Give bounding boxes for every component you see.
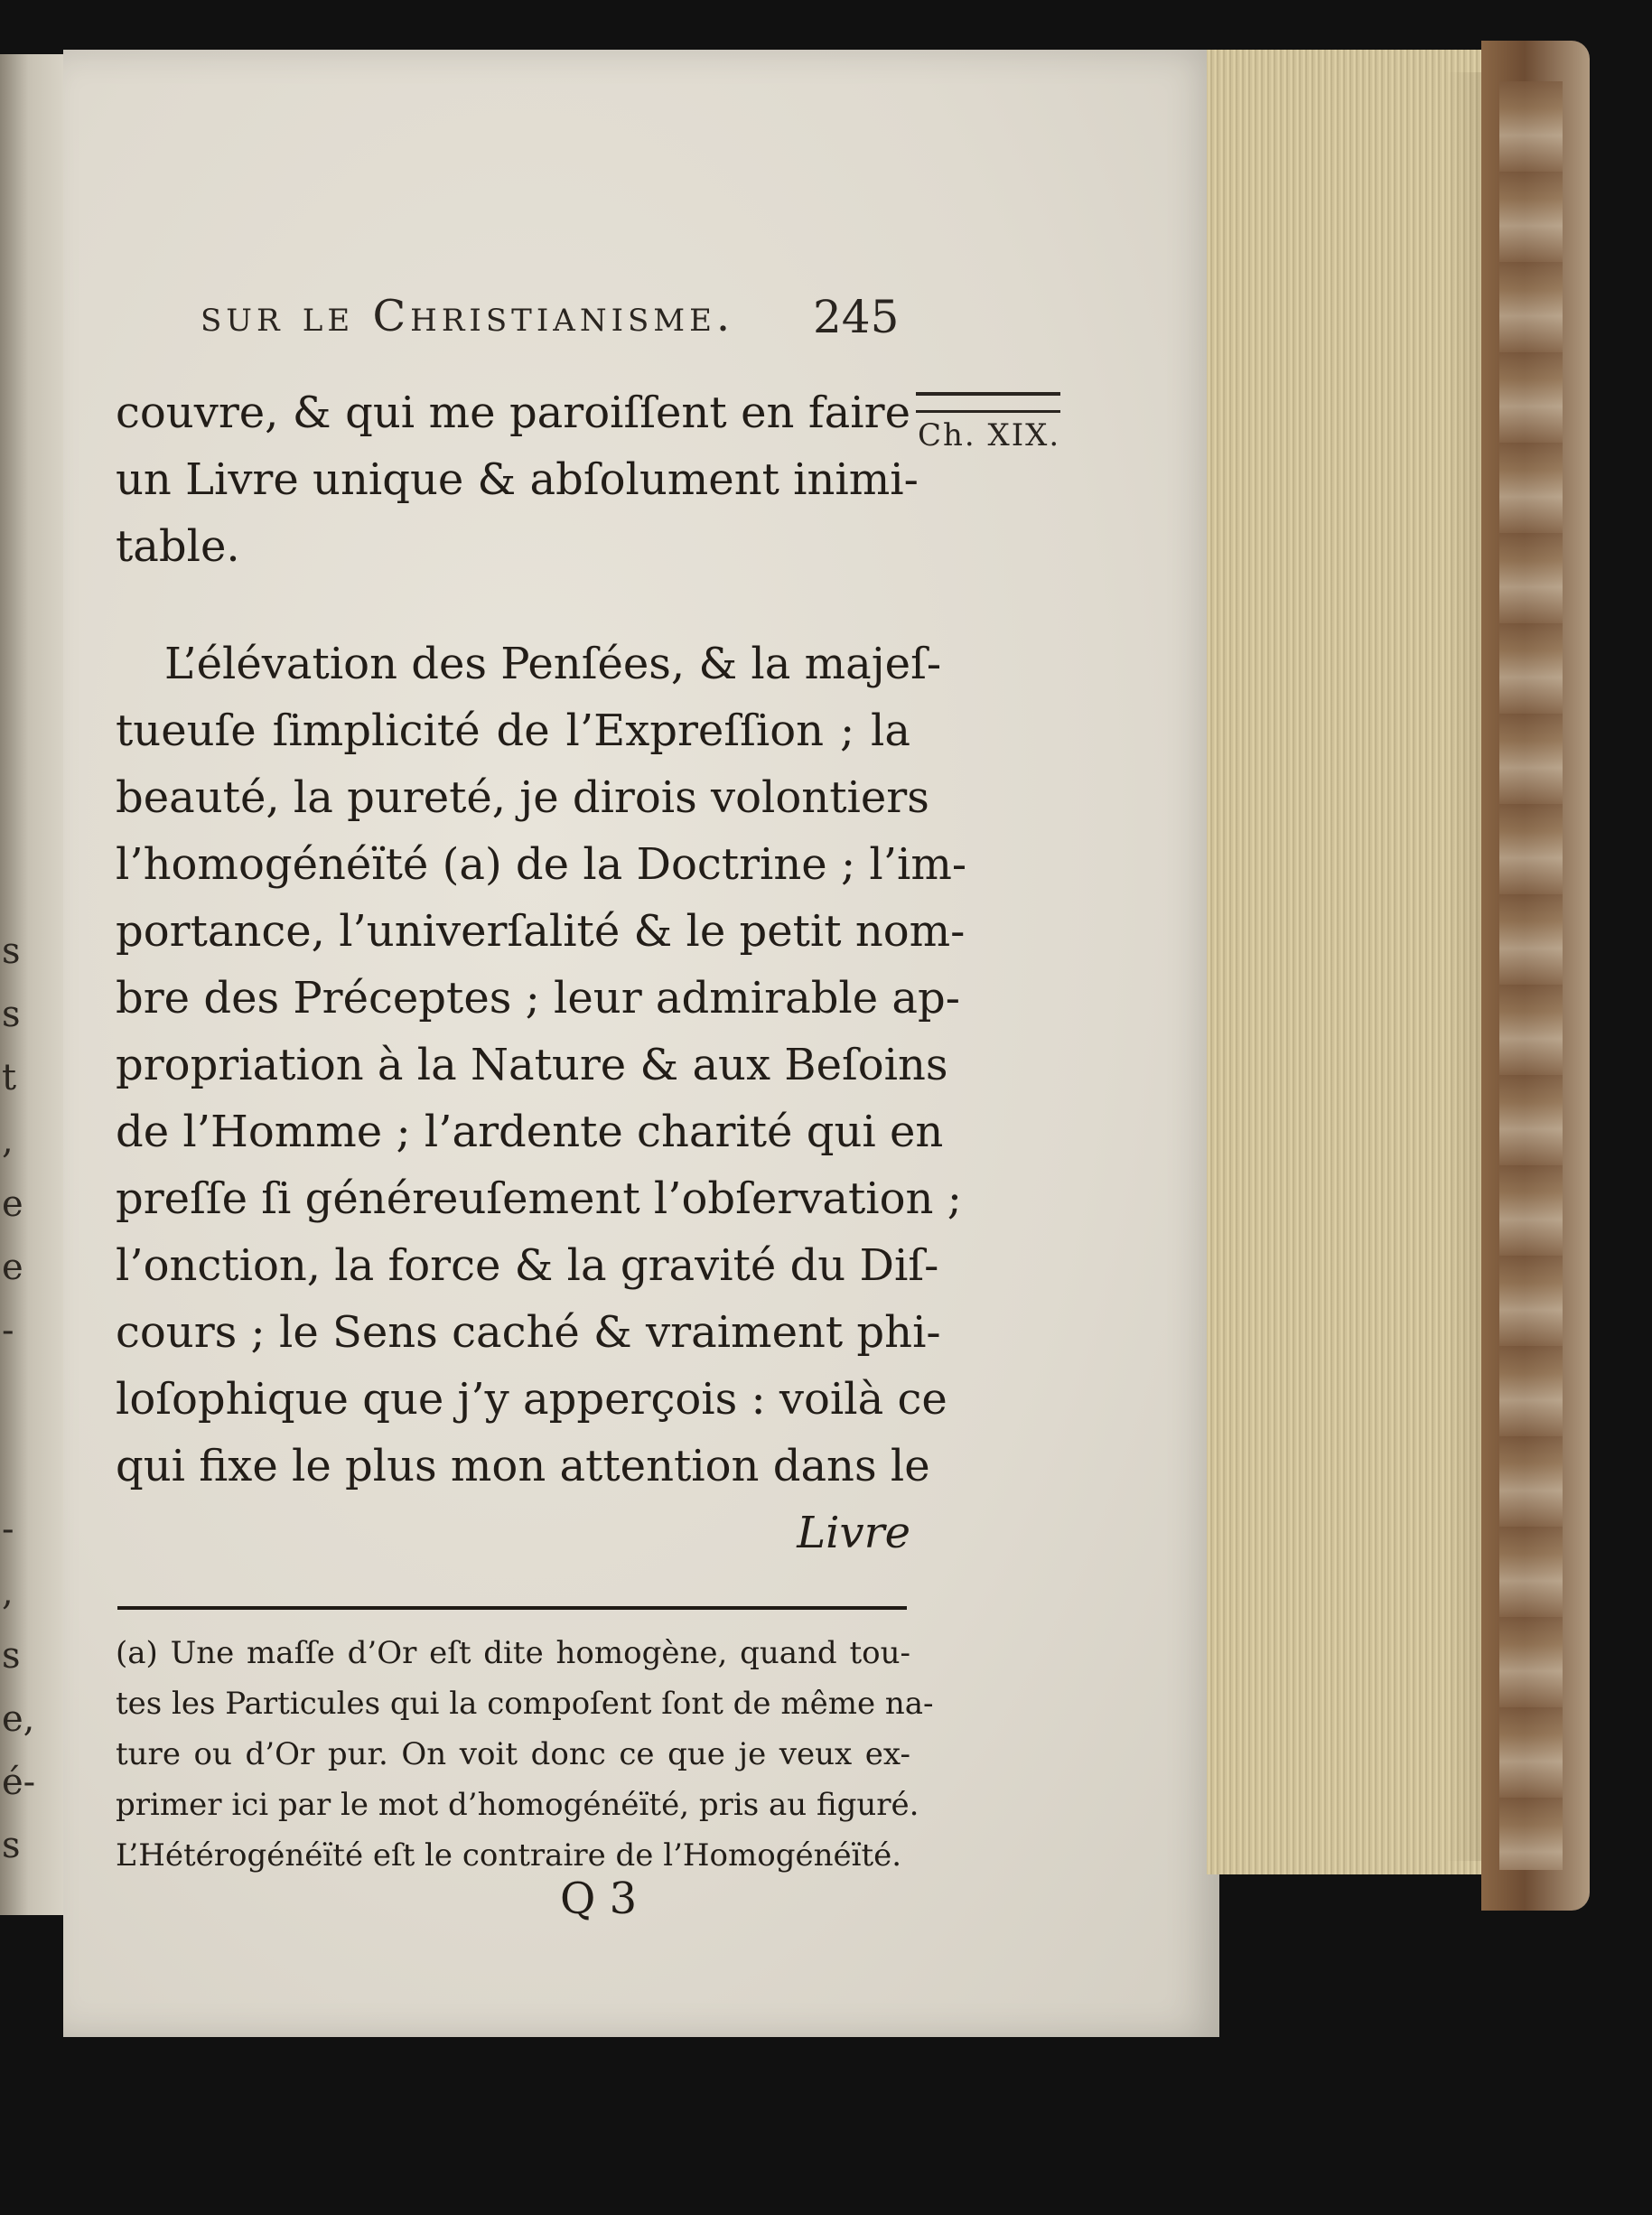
facing-page-glyphs <box>0 361 36 1897</box>
footnote-line: tes les Particules qui la compoſent ſont de même na- <box>116 1686 934 1722</box>
page-number: 245 <box>813 291 900 343</box>
footnote-line: ture ou d’Or pur. On voit donc ce que je veux ex- <box>116 1736 910 1772</box>
body-text <box>116 379 967 1566</box>
margin-glyph: , <box>2 1120 14 1162</box>
margin-glyph: e, <box>2 1698 35 1740</box>
text-line: l’homogénéïté (a) de la Doctrine ; l’im- <box>116 839 967 890</box>
text-line: tueuſe ſimplicité de l’Expreſſion ; la <box>116 706 910 756</box>
chapter-label: Ch. XIX. <box>918 417 1061 453</box>
text-line: table. <box>116 521 240 572</box>
margin-glyph: e <box>2 1183 23 1225</box>
text-line: qui fixe le plus mon attention dans le <box>116 1441 930 1491</box>
footnote-line: (a) Une maſſe d’Or eſt dite homogène, quand tou- <box>116 1635 910 1671</box>
margin-glyph: s <box>2 1825 21 1866</box>
margin-glyph: s <box>2 930 21 972</box>
margin-glyph: - <box>2 1509 14 1550</box>
margin-glyph: é- <box>2 1762 36 1803</box>
text-line: de l’Homme ; l’ardente charité qui en <box>116 1107 944 1157</box>
text-line: portance, l’univerſalité & le petit nom- <box>116 906 966 957</box>
text-line: l’onction, la force & la gravité du Diſ- <box>116 1240 939 1291</box>
text-line: beauté, la pureté, je dirois volontiers <box>116 772 929 823</box>
text-line: preſſe ſi généreuſement l’obſervation ; <box>116 1173 962 1224</box>
footnote-line: primer ici par le mot d’homogénéïté, pris au figuré. <box>116 1787 919 1823</box>
text-line: couvre, & qui me paroiſſent en faire <box>116 388 910 438</box>
text-line: propriation à la Nature & aux Beſoins <box>116 1040 948 1090</box>
chapter-rule <box>916 392 1060 413</box>
text-line: bre des Préceptes ; leur admirable ap- <box>116 973 960 1023</box>
margin-glyph: - <box>2 1310 14 1351</box>
margin-glyph: s <box>2 1635 21 1677</box>
footnote-rule <box>117 1606 907 1610</box>
margin-glyph: t <box>2 1057 17 1098</box>
text-line: un Livre unique & abſolument inimi- <box>116 454 919 505</box>
signature-mark: Q 3 <box>560 1874 638 1924</box>
text-line: cours ; le Sens caché & vraiment phi- <box>116 1307 941 1358</box>
text-line: loſophique que j’y apperçois : voilà ce <box>116 1374 947 1425</box>
footnotes <box>116 1628 934 1881</box>
margin-glyph: s <box>2 994 21 1035</box>
book-cover-texture <box>1499 81 1563 1870</box>
catchword: Livre <box>797 1508 910 1558</box>
margin-glyph: , <box>2 1572 14 1613</box>
running-head: sur le Christianisme. <box>201 291 735 341</box>
margin-glyph: e <box>2 1247 23 1288</box>
text-line: L’élévation des Penſées, & la majeſ- <box>164 639 942 689</box>
footnote-line: L’Hétérogénéïté eſt le contraire de l’Homogénéïté. <box>116 1837 902 1874</box>
